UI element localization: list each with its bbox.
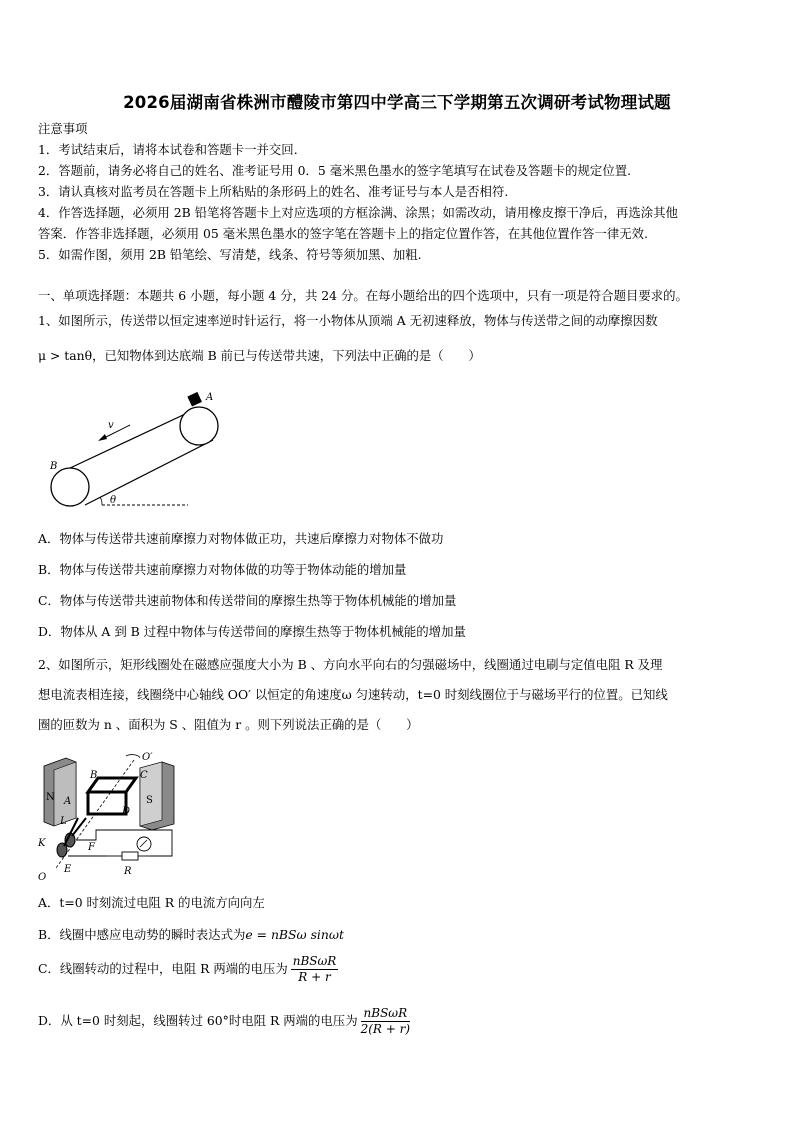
label-O-prime: O′: [142, 752, 153, 763]
notice-item-3: 3．请认真核对监考员在答题卡上所粘贴的条形码上的姓名、准考证号与本人是否相符.: [38, 184, 509, 199]
label-C: C: [140, 770, 148, 781]
coil-loop: [88, 792, 126, 814]
notice-item-1: 1．考试结束后，请将本试卷和答题卡一并交回.: [38, 142, 298, 157]
label-S: S: [146, 795, 153, 806]
q2-option-d-fraction: [361, 1006, 410, 1037]
velocity-arrowhead: [98, 434, 107, 441]
q2-option-b: [38, 926, 344, 944]
notice-item-2: 2．答题前，请务必将自己的姓名、准考证号用 0．5 毫米黑色墨水的签字笔填写在试卷及答题卡的规定位置.: [38, 163, 632, 178]
label-F: F: [88, 842, 95, 853]
label-A: A: [206, 392, 214, 403]
resistor-icon: [122, 852, 138, 860]
fraction-numerator: nBSωR: [361, 1006, 410, 1022]
label-B: B: [50, 461, 58, 472]
fraction-numerator: nBSωR: [292, 954, 337, 968]
q2-option-c-fraction: [291, 954, 339, 985]
notice-item-4: 4．作答选择题，必须用 2B 铅笔将答题卡上对应选项的方框涂满、涂黑；如需改动，请用橡皮擦干净后，再选涂其他: [38, 205, 678, 220]
label-v: v: [108, 420, 114, 431]
label-O: O: [38, 872, 47, 882]
notice-item-5: 5．如需作图，须用 2B 铅笔绘、写清楚，线条、符号等须加黑、加粗.: [38, 247, 422, 262]
label-E: E: [64, 864, 72, 875]
q1-option-c: C．物体与传送带共速前物体和传送带间的摩擦生热等于物体机械能的增加量: [38, 593, 457, 608]
q2-option-d-text: D．从 t=0 时刻起，线圈转过 60°时电阻 R 两端的电压为: [38, 1013, 358, 1028]
label-R: R: [124, 866, 132, 877]
label-L: L: [60, 816, 67, 827]
angle-arc: [100, 497, 102, 505]
notice-item-4-cont: 答案．作答非选择题，必须用 05 毫米黑色墨水的签字笔在答题卡上的指定位置作答，在其他位置作答一律无效.: [38, 226, 648, 241]
q2-stem-line3: 圈的匝数为 n 、面积为 S 、阻值为 r 。则下列说法正确的是（ ）: [38, 717, 419, 732]
generator-coil-figure: [36, 748, 186, 882]
fraction-denominator: 2(R + r): [360, 1022, 411, 1036]
label-N: N: [46, 792, 55, 803]
q2-option-a: A．t=0 时刻流过电阻 R 的电流方向向左: [38, 895, 265, 910]
conveyor-belt-figure: [40, 385, 240, 515]
ammeter-icon: [137, 837, 151, 851]
q1-option-b: B．物体与传送带共速前摩擦力对物体做的功等于物体动能的增加量: [38, 562, 407, 577]
q1-option-a: A．物体与传送带共速前摩擦力对物体做正功，共速后摩擦力对物体不做功: [38, 531, 444, 546]
label-theta: θ: [110, 495, 117, 506]
q1-option-d: D．物体从 A 到 B 过程中物体与传送带间的摩擦生热等于物体机械能的增加量: [38, 624, 466, 639]
top-roller: [180, 407, 218, 445]
notice-heading: 注意事项: [38, 121, 88, 136]
label-A-coil: A: [64, 796, 72, 807]
q2-option-d: [38, 1004, 410, 1038]
q2-stem-line2: 想电流表相连接，线圈绕中心轴线 OO′ 以恒定的角速度ω 匀速转动，t=0 时刻线圈位于与磁场平行的位置。已知线: [38, 687, 668, 702]
velocity-arrow: [102, 425, 130, 439]
q2-stem-line1: 2、如图所示，矩形线圈处在磁感应强度大小为 B 、方向水平向右的匀强磁场中，线圈通过电刷与定值电阻 R 及理: [38, 657, 663, 672]
label-K: K: [38, 838, 46, 849]
label-B-coil: B: [90, 770, 98, 781]
belt-bottom-line: [85, 440, 213, 505]
block-square: [187, 392, 202, 407]
document-title: 2026届湖南省株洲市醴陵市第四中学高三下学期第五次调研考试物理试题: [123, 93, 671, 112]
q2-option-c: [38, 952, 338, 986]
section-heading: 一、单项选择题：本题共 6 小题，每小题 4 分，共 24 分。在每小题给出的四个选项中，只有一项是符合题目要求的。: [38, 288, 688, 303]
q1-stem-line2: μ > tanθ，已知物体到达底端 B 前已与传送带共速，下列法中正确的是（ ）: [38, 348, 481, 363]
fraction-denominator: R + r: [298, 970, 331, 984]
label-D: D: [122, 806, 131, 817]
q2-option-b-formula: e = nBSω sinωt: [245, 927, 344, 942]
q2-option-b-text: B．线圈中感应电动势的瞬时表达式为: [38, 927, 246, 942]
q2-option-c-text: C．线圈转动的过程中，电阻 R 两端的电压为: [38, 961, 288, 976]
bottom-roller: [51, 468, 89, 506]
rotation-arrow: [126, 755, 140, 758]
q1-stem-line1: 1、如图所示，传送带以恒定速率逆时针运行，将一小物体从顶端 A 无初速释放，物体与传送带之间的动摩擦因数: [38, 313, 658, 328]
belt-top-line: [68, 408, 198, 469]
